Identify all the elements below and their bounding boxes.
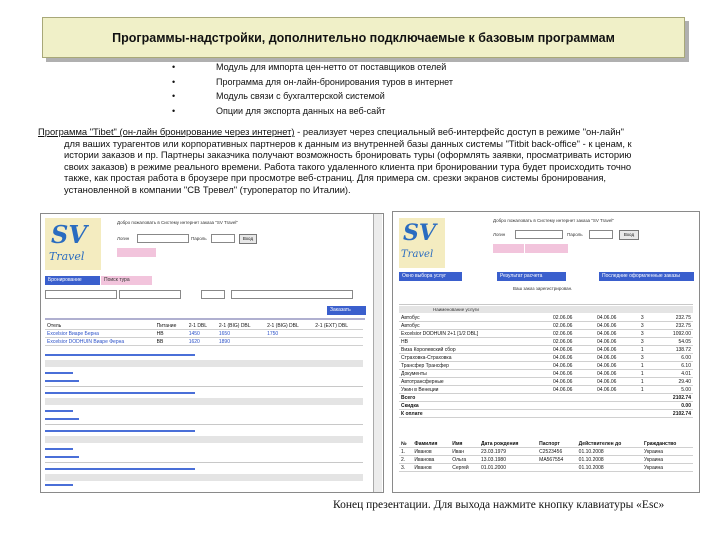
sv-travel-logo — [45, 218, 101, 270]
row-link[interactable] — [45, 484, 73, 486]
table-cell: 01.10.2008 — [577, 464, 642, 472]
table-row — [399, 354, 693, 362]
table-row[interactable] — [45, 338, 363, 346]
table-cell: 01.01.2000 — [479, 464, 537, 472]
to-pay-label: К оплате — [399, 410, 551, 418]
table-cell: 29.40 — [652, 378, 693, 386]
table-row — [399, 346, 693, 354]
screenshot-order-result — [392, 211, 700, 493]
section-header — [45, 468, 195, 470]
table-cell: 04.06.06 — [595, 330, 639, 338]
table-cell: 138.72 — [652, 346, 693, 354]
table-cell: 1 — [639, 386, 652, 394]
pink-badge — [117, 248, 156, 257]
table-cell: Украина — [642, 448, 693, 456]
column-header: Имя — [450, 440, 479, 448]
table-cell: 3. — [399, 464, 412, 472]
to-pay-value: 2102.74 — [652, 410, 693, 418]
table-header-row — [45, 474, 363, 481]
table-cell: 04.06.06 — [551, 378, 595, 386]
table-cell: Автотрансферные — [399, 378, 551, 386]
list-item-text: Программа для он-лайн-бронирования туров в интернет — [216, 76, 454, 87]
table-cell[interactable]: 1620 — [187, 338, 217, 346]
table-cell: 3 — [639, 330, 652, 338]
total-row — [399, 394, 693, 402]
bullet-marker: • — [172, 91, 176, 101]
table-cell: Отель — [45, 322, 155, 330]
divider — [45, 386, 363, 387]
table-cell: 1 — [639, 378, 652, 386]
table-cell: 04.06.06 — [595, 370, 639, 378]
row-link[interactable] — [45, 380, 79, 382]
to-pay-row — [399, 410, 693, 418]
table-cell: BB — [155, 338, 187, 346]
discount-label: Скидка — [399, 402, 551, 410]
tibet-program-link[interactable]: Программа "Tibet" (он-лайн бронирование через интернет) — [38, 126, 295, 137]
table-cell: 04.06.06 — [595, 322, 639, 330]
table-cell: 232.75 — [652, 314, 693, 322]
table-row — [399, 338, 693, 346]
paragraph-line: для ваших турагентов или корпоративных партнеров к данным из внутренней базы данных системы "Titbit back-office" - к ценам, к — [64, 137, 632, 149]
table-cell: 4.01 — [652, 370, 693, 378]
table-cell: 02.06.06 — [551, 322, 595, 330]
table-cell: Украина — [642, 456, 693, 464]
table-cell: 232.75 — [652, 322, 693, 330]
hotel-select[interactable] — [119, 290, 181, 299]
table-cell: 04.06.06 — [595, 354, 639, 362]
table-cell: 1092.00 — [652, 330, 693, 338]
table-cell: 04.06.06 — [551, 386, 595, 394]
options-field[interactable] — [231, 290, 353, 299]
table-cell: Украина — [642, 464, 693, 472]
column-header: № — [399, 440, 412, 448]
column-header: Дата рождения — [479, 440, 537, 448]
table-cell: 04.06.06 — [595, 386, 639, 394]
table-cell: 5.00 — [652, 386, 693, 394]
list-item — [172, 75, 453, 90]
table-header-row — [45, 398, 363, 405]
table-cell: 04.06.06 — [595, 338, 639, 346]
table-row — [399, 456, 693, 464]
table-cell: Питание — [155, 322, 187, 330]
table-cell: 2. — [399, 456, 412, 464]
slide-title: Программы-надстройки, дополнительно подключаемые к базовым программам — [112, 30, 615, 45]
description-paragraph — [38, 126, 694, 195]
separator — [45, 318, 365, 320]
logo-letters: SV — [403, 220, 436, 246]
table-cell: 1 — [639, 370, 652, 378]
order-button[interactable]: Заказать — [327, 306, 366, 315]
section-header — [45, 392, 195, 394]
status-line: Ваш заказ зарегистрирован. — [513, 286, 573, 291]
table-cell: 2-1 DBL — [187, 322, 217, 330]
tourists-table — [399, 440, 693, 472]
vertical-scrollbar[interactable] — [373, 214, 382, 492]
table-cell: 02.06.06 — [551, 330, 595, 338]
welcome-text: Добро пожаловать в Систему интернет заказа "SV Travel" — [493, 218, 614, 223]
table-cell: 13.03.1980 — [479, 456, 537, 464]
table-row — [399, 330, 693, 338]
table-header-row — [45, 436, 363, 443]
password-input[interactable] — [211, 234, 235, 243]
table-cell: 3 — [639, 314, 652, 322]
table-cell: 04.06.06 — [551, 346, 595, 354]
table-cell: 1 — [639, 346, 652, 354]
pink-badge — [493, 244, 524, 253]
table-row — [399, 362, 693, 370]
login-label: Логин — [493, 232, 506, 237]
date-input[interactable] — [45, 290, 117, 299]
logo-word: Travel — [49, 250, 85, 263]
table-cell: 1 — [639, 362, 652, 370]
table-cell: MA567554 — [537, 456, 577, 464]
pink-badge — [525, 244, 568, 253]
password-label: Пароль — [567, 232, 583, 237]
table-row — [399, 386, 693, 394]
table-row — [399, 378, 693, 386]
table-row — [399, 464, 693, 472]
list-item-text: Модуль связи с бухгалтерской системой — [216, 91, 385, 101]
feature-list — [172, 60, 453, 118]
row-link[interactable] — [45, 372, 73, 374]
table-cell[interactable]: 1750 — [265, 330, 313, 338]
bullet-marker: • — [172, 105, 176, 116]
login-input[interactable] — [137, 234, 189, 243]
row-link[interactable] — [45, 456, 79, 458]
logo-letters: SV — [51, 220, 87, 249]
table-cell: Ужин в Венеции — [399, 386, 551, 394]
logo-word: Travel — [401, 249, 434, 260]
table-cell: Excelsior DODHUIN 2+1 [1/2 DBL] — [399, 330, 551, 338]
table-cell — [313, 338, 363, 346]
table-cell — [537, 464, 577, 472]
sv-travel-logo — [399, 218, 445, 268]
table-row — [45, 322, 363, 330]
table-header — [399, 440, 693, 448]
table-cell: Сергей — [450, 464, 479, 472]
table-cell: Автобус — [399, 322, 551, 330]
table-cell: C2523456 — [537, 448, 577, 456]
slide-title-box — [42, 17, 685, 58]
services-table — [399, 314, 693, 418]
list-item — [172, 89, 453, 104]
paragraph-line: также, как простая работа в броузере при просмотре веб-страниц. Для примера см. срезки экранов системы бронирования, — [64, 172, 607, 183]
password-input[interactable] — [589, 230, 613, 239]
end-of-presentation-text: Конец презентации. Для выхода нажмите кнопку клавиатуры «Esc» — [333, 499, 665, 511]
password-label: Пароль — [191, 236, 207, 241]
table-cell: Страховка-Страховка — [399, 354, 551, 362]
table-cell: HB — [155, 330, 187, 338]
column-header: Паспорт — [537, 440, 577, 448]
divider — [399, 304, 693, 305]
table-cell: Автобус — [399, 314, 551, 322]
table-row — [399, 370, 693, 378]
divider — [45, 424, 363, 425]
table-cell — [313, 330, 363, 338]
tab-calculation-result[interactable]: Результат расчета — [497, 272, 566, 281]
table-cell: 54.05 — [652, 338, 693, 346]
list-item — [172, 104, 453, 119]
screenshot-search-results — [40, 213, 384, 493]
table-cell: Иванов — [412, 448, 450, 456]
paragraph-line — [38, 126, 694, 138]
table-cell: 04.06.06 — [551, 370, 595, 378]
table-cell: 3 — [639, 338, 652, 346]
divider — [45, 462, 363, 463]
welcome-text: Добро пожаловать в Систему интернет заказа "SV Travel" — [117, 220, 238, 225]
row-link[interactable] — [45, 410, 73, 412]
table-cell: Трансфер Трансфер — [399, 362, 551, 370]
table-cell[interactable]: 1450 — [187, 330, 217, 338]
table-cell: 6.00 — [652, 354, 693, 362]
table-cell: 23.03.1979 — [479, 448, 537, 456]
total-label: Всего — [399, 394, 551, 402]
services-header: Наименование услуги — [433, 307, 479, 312]
list-item-text: Модуль для импорта цен-нетто от поставщиков отелей — [216, 62, 447, 72]
row-link[interactable] — [45, 418, 79, 420]
bullet-marker: • — [172, 62, 176, 72]
table-cell: 6.10 — [652, 362, 693, 370]
table-cell: 3 — [639, 354, 652, 362]
table-cell — [265, 338, 313, 346]
table-header-row — [45, 360, 363, 367]
login-input[interactable] — [515, 230, 563, 239]
table-cell: Иванова — [412, 456, 450, 464]
table-cell: 2-1 (EXT) DBL — [313, 322, 363, 330]
table-cell: 3 — [639, 322, 652, 330]
table-cell: Иванов — [412, 464, 450, 472]
table-row — [399, 322, 693, 330]
table-row — [399, 314, 693, 322]
table-cell[interactable]: Excelsior DODHUIN Виаре Ферна — [45, 338, 155, 346]
login-label: Логин — [117, 236, 130, 241]
tab-service-selection[interactable]: Окно выбора услуг — [399, 272, 462, 281]
table-cell[interactable]: Excelsior Виаре Берна — [45, 330, 155, 338]
table-cell: HB — [399, 338, 551, 346]
list-item-text: Опции для экспорта данных на веб-сайт — [216, 105, 386, 116]
table-row[interactable] — [45, 330, 363, 338]
table-cell[interactable]: 1650 — [217, 330, 265, 338]
table-cell: Виза Королевский сбор — [399, 346, 551, 354]
tab-tour-search[interactable]: Поиск тура — [101, 276, 152, 285]
table-cell: Иван — [450, 448, 479, 456]
tab-recent-orders[interactable]: Последние оформленные заказы — [599, 272, 694, 281]
table-cell: 04.06.06 — [595, 378, 639, 386]
table-cell: 2-1 (BIG) DBL — [217, 322, 265, 330]
table-cell: Документы — [399, 370, 551, 378]
table-cell: 01.10.2008 — [577, 456, 642, 464]
table-cell: 1. — [399, 448, 412, 456]
table-cell: 04.06.06 — [551, 354, 595, 362]
section-header — [45, 430, 195, 432]
bullet-marker: • — [172, 76, 176, 87]
tab-booking[interactable]: Бронирование — [45, 276, 100, 285]
table-cell: 02.06.06 — [551, 338, 595, 346]
enter-button[interactable]: Вход — [619, 230, 639, 240]
discount-row — [399, 402, 693, 410]
table-cell: 02.06.06 — [551, 314, 595, 322]
section-header — [45, 354, 195, 356]
table-row — [399, 448, 693, 456]
row-link[interactable] — [45, 448, 73, 450]
table-cell: 01.10.2008 — [577, 448, 642, 456]
column-header: Фамилия — [412, 440, 450, 448]
column-header: Действителен до — [577, 440, 642, 448]
table-cell[interactable]: 1890 — [217, 338, 265, 346]
enter-button[interactable]: Вход — [239, 234, 257, 244]
total-value: 2102.74 — [652, 394, 693, 402]
paragraph-line: своих заказов) в режиме реального времени. Работа такого удаленного клиента при бронировании тура будет происходить точно — [64, 160, 632, 172]
table-cell: Ольга — [450, 456, 479, 464]
table-cell: 04.06.06 — [595, 346, 639, 354]
table-cell: 04.06.06 — [551, 362, 595, 370]
table-cell: 04.06.06 — [595, 314, 639, 322]
paragraph-line: установленной в компании "СВ Тревел" (туроператор по Италии). — [64, 183, 351, 195]
list-item — [172, 60, 453, 75]
discount-value: 0.00 — [652, 402, 693, 410]
column-header: Гражданство — [642, 440, 693, 448]
table-cell: 2-1 (BIG) DBL — [265, 322, 313, 330]
results-table — [45, 322, 363, 346]
paragraph-text: - реализует через специальный веб-интерфейс доступ в режиме "он-лайн" — [294, 126, 624, 137]
table-cell: 04.06.06 — [595, 362, 639, 370]
paragraph-line: истории заказов и пр. Партнеры заказчика получают возможность бронировать туры (оформлять заявки, просматривать историю — [64, 149, 632, 160]
nights-input[interactable] — [201, 290, 225, 299]
